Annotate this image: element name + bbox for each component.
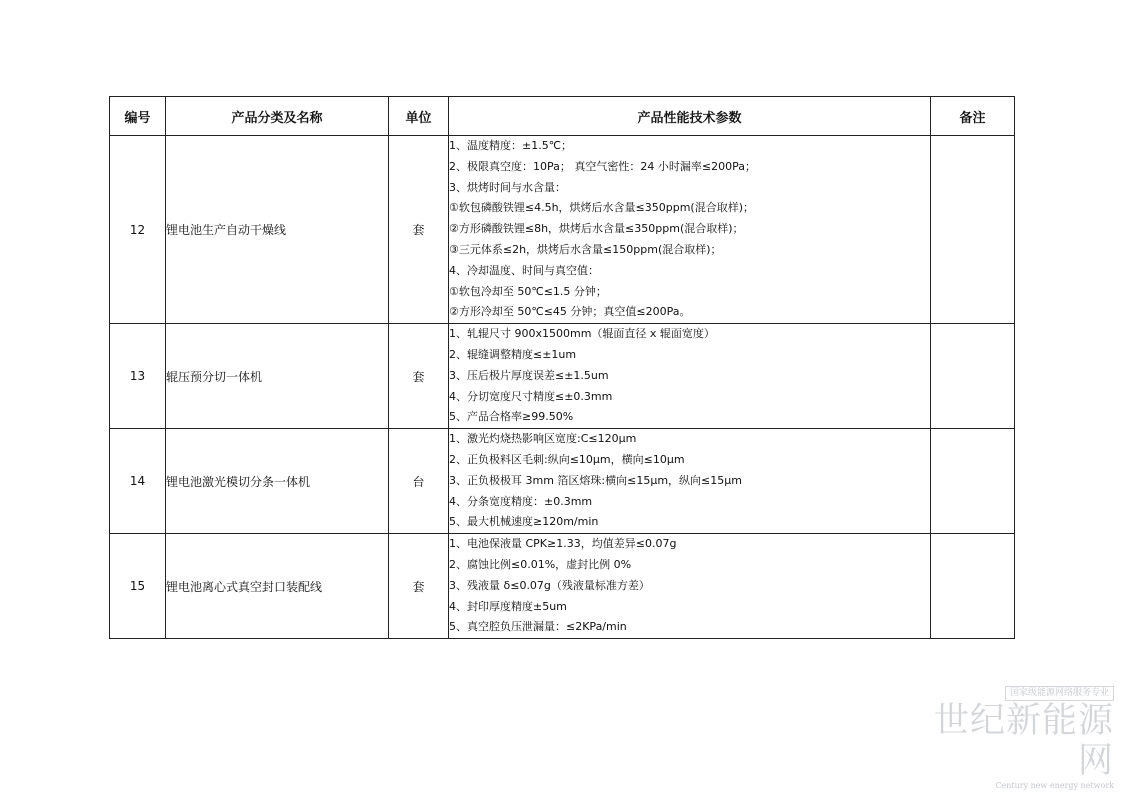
watermark-tagline: 国家级能源网络服务专业 <box>1005 686 1114 701</box>
table-row <box>110 324 1015 429</box>
watermark-subtitle: Century new energy network <box>995 781 1114 790</box>
header-params: 产品性能技术参数 <box>449 97 931 136</box>
table-row <box>110 136 1015 324</box>
row-remarks <box>931 534 1015 639</box>
row-number: 14 <box>110 429 166 534</box>
row-params <box>449 429 931 534</box>
row-product-name: 锂电池离心式真空封口装配线 <box>166 534 389 639</box>
header-row <box>110 97 1015 136</box>
param-line: 5、真空腔负压泄漏量：≤2KPa/min <box>449 620 627 634</box>
param-line: ①软包磷酸铁锂≤4.5h，烘烤后水含量≤350ppm(混合取样)； <box>449 201 755 215</box>
param-line: 1、电池保液量 CPK≥1.33，均值差异≤0.07g <box>449 537 677 551</box>
param-line: 3、烘烤时间与水含量： <box>449 180 566 194</box>
row-remarks <box>931 429 1015 534</box>
watermark-title: 世纪新能源网 <box>933 701 1114 781</box>
header-unit: 单位 <box>389 97 449 136</box>
param-line: 5、最大机械速度≥120m/min <box>449 515 599 529</box>
param-line: ③三元体系≤2h，烘烤后水含量≤150ppm(混合取样)； <box>449 242 722 256</box>
row-params <box>449 136 931 324</box>
table-row <box>110 429 1015 534</box>
param-line: 4、分条宽度精度：±0.3mm <box>449 494 593 508</box>
row-number: 12 <box>110 136 166 324</box>
param-line: 2、正负极料区毛刺:纵向≤10μm，横向≤10μm <box>449 452 685 466</box>
watermark-logo <box>924 680 1114 791</box>
row-number: 15 <box>110 534 166 639</box>
param-line: ②方形冷却至 50℃≤45 分钟；真空值≤200Pa。 <box>449 305 691 319</box>
param-line: 2、辊缝调整精度≤±1um <box>449 347 577 361</box>
param-line: 2、腐蚀比例≤0.01%，虚封比例 0% <box>449 557 632 571</box>
row-params <box>449 324 931 429</box>
row-unit: 套 <box>389 324 449 429</box>
param-line: 1、轧辊尺寸 900x1500mm（辊面直径 x 辊面宽度） <box>449 327 715 341</box>
row-product-name: 锂电池生产自动干燥线 <box>166 136 389 324</box>
param-line: 3、压后极片厚度误差≤±1.5um <box>449 368 609 382</box>
param-line: 4、冷却温度、时间与真空值： <box>449 263 599 277</box>
header-number: 编号 <box>110 97 166 136</box>
row-number: 13 <box>110 324 166 429</box>
row-product-name: 辊压预分切一体机 <box>166 324 389 429</box>
param-line: 5、产品合格率≥99.50% <box>449 410 574 424</box>
spec-table <box>109 96 1015 639</box>
param-line: 2、极限真空度：10Pa； 真空气密性：24 小时漏率≤200Pa； <box>449 159 756 173</box>
param-line: 3、正负极极耳 3mm 箔区熔珠:横向≤15μm，纵向≤15μm <box>449 473 742 487</box>
row-product-name: 锂电池激光模切分条一体机 <box>166 429 389 534</box>
row-remarks <box>931 136 1015 324</box>
param-line: 1、温度精度：±1.5℃； <box>449 139 573 152</box>
param-line: 3、残液量 δ≤0.07g（残液量标准方差） <box>449 578 650 592</box>
row-unit: 台 <box>389 429 449 534</box>
row-remarks <box>931 324 1015 429</box>
header-name: 产品分类及名称 <box>166 97 389 136</box>
param-line: 4、封印厚度精度±5um <box>449 599 567 613</box>
param-line: ①软包冷却至 50℃≤1.5 分钟； <box>449 284 607 298</box>
table-row <box>110 534 1015 639</box>
param-line: 4、分切宽度尺寸精度≤±0.3mm <box>449 389 613 403</box>
row-unit: 套 <box>389 136 449 324</box>
row-params <box>449 534 931 639</box>
param-line: ②方形磷酸铁锂≤8h，烘烤后水含量≤350ppm(混合取样)； <box>449 222 744 236</box>
header-remarks: 备注 <box>931 97 1015 136</box>
param-line: 1、激光灼烧热影响区宽度:C≤120μm <box>449 432 637 446</box>
row-unit: 套 <box>389 534 449 639</box>
